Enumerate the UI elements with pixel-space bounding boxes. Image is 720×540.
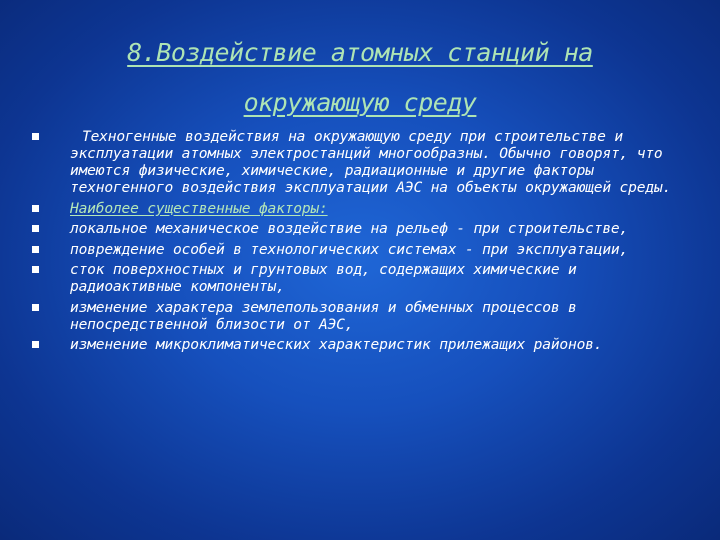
slide-title-line2: окружающую среду xyxy=(243,88,477,117)
bullet-item-runoff xyxy=(28,261,696,295)
bullet-item-land-use xyxy=(28,299,696,333)
bullet-list xyxy=(28,128,696,357)
square-bullet-icon xyxy=(32,266,39,273)
bullet-text: изменение микроклиматических характеристик прилежащих районов. xyxy=(70,336,603,353)
bullet-item-relief xyxy=(28,220,696,237)
square-bullet-icon xyxy=(32,133,39,140)
bullet-text: Техногенные воздействия на окружающую среду при строительстве и эксплуатации атомных электростанций многообразны. Обычно говорят, что имеются физические, химические, радиационные и другие факторы техногенного воздействия эксплуатации АЭС на объекты окружающей среды. xyxy=(70,128,672,196)
square-bullet-icon xyxy=(32,304,39,311)
bullet-text: Наиболее существенные факторы: xyxy=(70,199,328,217)
bullet-item-organisms xyxy=(28,241,696,258)
bullet-text: повреждение особей в технологических системах - при эксплуатации, xyxy=(70,240,629,258)
bullet-text: изменение характера землепользования и обменных процессов в непосредственной близости от АЭС, xyxy=(70,298,577,333)
square-bullet-icon xyxy=(32,225,39,232)
bullet-item-microclimate xyxy=(28,336,696,353)
slide-title xyxy=(30,28,690,128)
bullet-text: сток поверхностных и грунтовых вод, содержащих химические и радиоактивные компоненты, xyxy=(70,261,577,295)
bullet-text: локальное механическое воздействие на рельеф - при строительстве, xyxy=(70,220,629,237)
square-bullet-icon xyxy=(32,246,39,253)
slide-title-line1: 8.Воздействие атомных станций на xyxy=(127,38,593,67)
square-bullet-icon xyxy=(32,205,39,212)
bullet-item-heading xyxy=(28,200,696,217)
square-bullet-icon xyxy=(32,341,39,348)
bullet-item-intro xyxy=(28,128,696,196)
